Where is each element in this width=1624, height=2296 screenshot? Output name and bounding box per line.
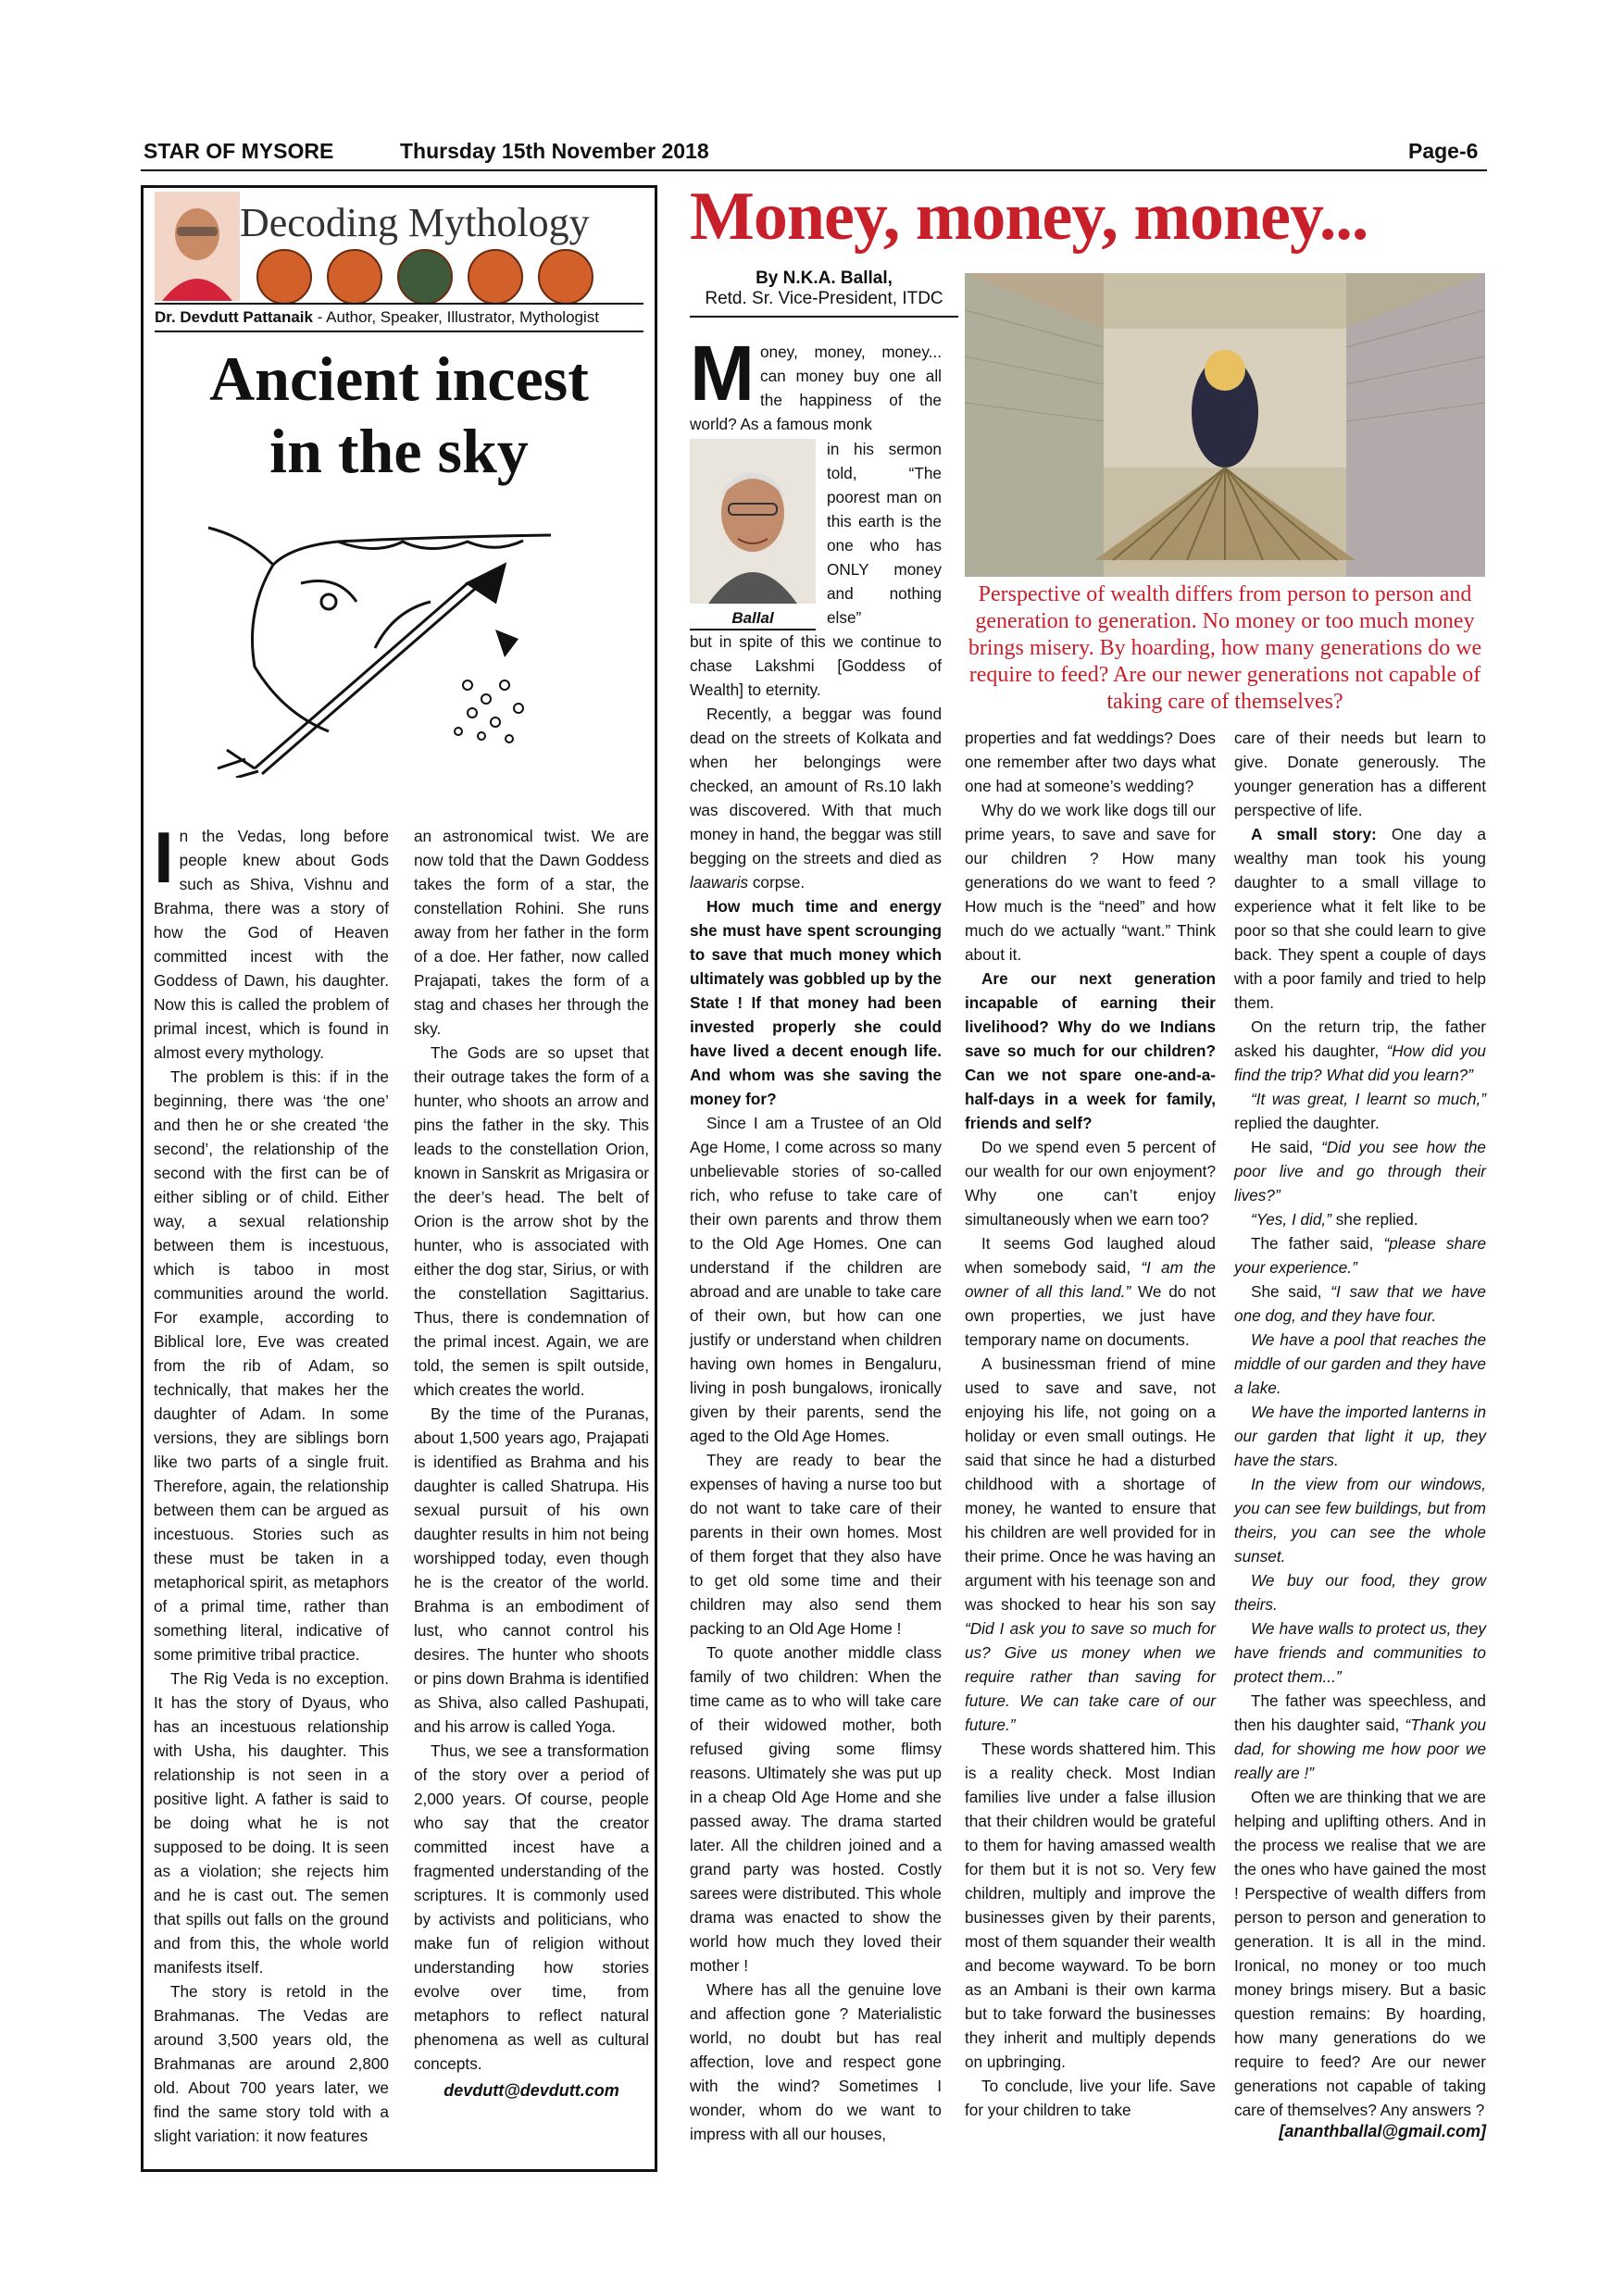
right-article-column-1-body [690, 630, 942, 2146]
writer-role: Retd. Sr. Vice-President, ITDC [705, 289, 943, 308]
left-headline-line: Ancient incest [209, 343, 589, 414]
paragraph: Are our next generation incapable of earning their livelihood? Why do we Indians save so much for our children? Can we not spare one-and-a-half-days in a week for family, friends and self? [965, 969, 1216, 1132]
banner-rule [155, 303, 643, 305]
paragraph: These words shattered him. This is a reality check. Most Indian families live under a false illusion that their children would be grateful to them for having amassed wealth for them but it is not so. Very few children, multiply and improve the businesses given by their parents, most of them squander their wealth and become wayward. To be born as an Ambani is their own karma but to take forward the businesses they inherit and multiply depends on upbringing. [965, 1740, 1216, 2071]
paragraph: We have walls to protect us, they have friends and communities to protect them...” [1234, 1619, 1486, 1686]
paragraph: The father was speechless, and then his daughter said, “Thank you dad, for showing me how poor we really are !” [1234, 1691, 1486, 1782]
paragraph: Do we spend even 5 percent of our wealth for our own enjoyment? Why one can’t enjoy simultaneously when we earn too? [965, 1138, 1216, 1229]
deity-face-icon [468, 249, 523, 305]
right-byline [690, 268, 958, 309]
paragraph: The story is retold in the Brahmanas. The Vedas are around 3,500 years old, the Brahmanas are around 2,800 old. About 700 years later, we find the same story told with a slight variation: it now features [154, 1982, 389, 2145]
left-article-column-2 [414, 824, 649, 2101]
page-number: Page-6 [1408, 139, 1479, 163]
column-banner [155, 192, 643, 303]
right-article-column-3 [1234, 726, 1486, 2141]
pull-quote: Perspective of wealth differs from person to person and generation to generation. No money or too much money brings misery. By hoarding, how many generations do we require to feed? Are our newer generations not capable of taking care of themselves? [968, 582, 1482, 714]
paragraph: In the view from our windows, you can see few buildings, but from theirs, you can see the whole sunset. [1234, 1475, 1486, 1566]
paragraph: properties and fat weddings? Does one remember after two days what one had at someone’s wedding? [965, 729, 1216, 795]
writer-name: By N.K.A. Ballal, [756, 268, 893, 288]
paragraph: A small story: One day a wealthy man took his young daughter to a small village to experience what it felt like to be poor so that she could learn to give back. They spent a couple of days with a poor family and tried to help them. [1234, 825, 1486, 1012]
paragraph: She said, “I saw that we have one dog, and they have four. [1234, 1282, 1486, 1325]
paragraph: Recently, a beggar was found dead on the streets of Kolkata and when her belongings were checked, an amount of Rs.10 lakh was discovered. With that much money in hand, the beggar was still begging on the streets and died as laawaris corpse. [690, 705, 942, 892]
issue-date: Thursday 15th November 2018 [400, 139, 709, 163]
paragraph: By the time of the Puranas, about 1,500 years ago, Prajapati is identified as Brahma and his daughter is called Shatrupa. His sexual pursuit of his own daughter results in him not being worshipped today, even though he is the creator of the world. Brahma is an embodiment of lust, who cannot control his desires. The hunter who shoots or pins down Brahma is identified as Shiva, also called Pashupati, and his arrow is called Yoga. [414, 1404, 649, 1736]
paragraph: Money, money, money... can money buy one all the happiness of the world? As a famous monk [690, 330, 942, 433]
author-photo [155, 192, 240, 301]
deity-face-icon [538, 249, 593, 305]
paragraph: We have a pool that reaches the middle of our garden and they have a lake. [1234, 1330, 1486, 1397]
left-article-column-1 [154, 817, 389, 2148]
paragraph: To conclude, live your life. Save for your children to take [965, 2077, 1216, 2119]
author-name: Dr. Devdutt Pattanaik [155, 308, 313, 326]
left-headline-line: in the sky [269, 416, 529, 486]
drop-cap: M [690, 330, 755, 417]
paragraph: It seems God laughed aloud when somebody said, “I am the owner of all this land.” We do not own properties, we just have temporary name on documents. [965, 1234, 1216, 1349]
paragraph: Where has all the genuine love and affection gone ? Materialistic world, no doubt but has real affection, love and respect gone with the wind? Sometimes I wonder, whom do we want to impress with all our houses, [690, 1980, 942, 2143]
paragraph: Often we are thinking that we are helping and uplifting others. And in the process we realise that we are the ones who have gained the most ! Perspective of wealth differs from person to person and generation to generation. It is all in the mind. Ironical, no money or too much money brings misery. But a basic question remains: By hoarding, how many generations do we require to feed? Are our newer generations not capable of taking care of themselves? Any answers ? [1234, 1788, 1486, 2119]
paragraph: How much time and energy she must have spent scrounging to save that much money which ultimately was gobbled up by the State ! If that money had been invested properly she could have lived a decent enough life. And whom was she saving the money for? [690, 897, 942, 1108]
paragraph: an astronomical twist. We are now told that the Dawn Goddess takes the form of a star, the constellation Rohini. She runs away from her father in the form of a doe. Her father, now called Prajapati, takes the form of a stag and chases her through the sky. [414, 827, 649, 1038]
deity-money-graphic [965, 273, 1485, 577]
paragraph: On the return trip, the father asked his daughter, “How did you find the trip? What did you learn?” [1234, 1017, 1486, 1084]
paragraph: The Rig Veda is no exception. It has the story of Dyaus, who has an incestuous relationship with Usha, his daughter. This relationship is not seen in a positive light. A father is said to be doing what he is not supposed to be doing. It is seen as a violation; she rejects him and he is cast out. The semen that spills out falls on the ground and from this, the whole world manifests itself. [154, 1669, 389, 1977]
paragraph: care of their needs but learn to give. Donate generously. The younger generation has a different perspective of life. [1234, 729, 1486, 819]
paragraph: The father said, “please share your experience.” [1234, 1234, 1487, 1277]
paragraph: He said, “Did you see how the poor live and go through their lives?” [1234, 1138, 1486, 1204]
author-email[interactable]: devdutt@devdutt.com [443, 2081, 619, 2100]
drop-cap: I [154, 817, 174, 898]
deity-face-icon [397, 249, 453, 305]
paragraph: The problem is this: if in the beginning, there was ‘the one’ and then he or she created ‘the second’, the relationship of the second with the first can be of either sibling or of child. Either way, a sexual relationship between them is incestuous, which is taboo in most communities around the world. For example, according to Biblical lore, Eve was created from the rib of Adam, so technically, that makes her the daughter of Adam. In some versions, they are siblings born like two parts of a single fruit. Therefore, again, the relationship between them can be argued as incestuous. Stories such as these must be taken in a metaphorical spirit, as metaphors of a primal time, rather than something literal, indicative of some primitive tribal practice. [154, 1067, 389, 1664]
byline-rule [155, 331, 643, 332]
paragraph: Since I am a Trustee of an Old Age Home, I come across so many unbelievable stories of so-called rich, who refuse to take care of their own parents and throw them to the Old Age Homes. One can understand if the children are abroad and are unable to take care of their own, but how can one justify or understand when children having own homes in Bengaluru, living in posh bungalows, ironically given by their parents, send the aged to the Old Age Homes. [690, 1114, 942, 1445]
paragraph: Why do we work like dogs till our prime years, to save and save for our children ? How many generations do we want to feed ? How much is the “need” and how much do we actually “want.” Think about it. [965, 801, 1216, 964]
paragraph: We have the imported lanterns in our garden that light it up, they have the stars. [1234, 1403, 1486, 1469]
paragraph: “It was great, I learnt so much,” replied the daughter. [1234, 1090, 1486, 1132]
left-headline [148, 343, 650, 487]
right-article-column-1-wrap [827, 437, 942, 630]
paragraph: We buy our food, they grow theirs. [1234, 1571, 1486, 1614]
header-rule [141, 169, 1487, 171]
paragraph: but in spite of this we continue to chase Lakshmi [Goddess of Wealth] to eternity. [690, 632, 942, 699]
right-article-column-1 [690, 330, 942, 436]
paragraph: In the Vedas, long before people knew about Gods such as Shiva, Vishnu and Brahma, there was a story of how the God of Heaven committed incest with the Goddess of Dawn, his daughter. Now this is called the problem of primal incest, which is found in almost every mythology. [154, 817, 389, 1062]
paragraph: The Gods are so upset that their outrage takes the form of a hunter, who shoots an arrow and pins the father in the sky. This leads to the constellation Orion, known in Sanskrit as Mrigasira or the deer’s head. The belt of Orion is the arrow shot by the hunter, who is associated with either the dog star, Sirius, or with the constellation Sagittarius. Thus, there is condemnation of the primal incest. Again, we are told, the semen is spilt outside, which creates the world. [414, 1043, 649, 1399]
writer-photo-caption: Ballal [690, 608, 816, 630]
paragraph: Thus, we see a transformation of the story over a period of 2,000 years. Of course, people who say that the creator committed incest have a fragmented understanding of the scriptures. It is commonly used by activists and politicians, who make fun of religion without understanding how stories evolve over time, from metaphors to reflect natural phenomena as well as cultural concepts. [414, 1741, 649, 2073]
writer-photo [690, 439, 816, 604]
deity-face-icon [256, 249, 312, 305]
byline-rule [690, 316, 958, 318]
right-article-column-2 [965, 726, 1216, 2122]
paragraph: “Yes, I did,” she replied. [1251, 1210, 1418, 1229]
deer-arrow-illustration [190, 500, 634, 778]
masthead-name: STAR OF MYSORE [144, 139, 334, 163]
paragraph: To quote another middle class family of two children: When the time came as to who will take care of their widowed mother, both refused giving some flimsy reasons. Ultimately she was put up in a cheap Old Age Home and she passed away. The drama started later. All the children joined and a grand party was hosted. Costly sarees were distributed. This whole drama was enacted to show the world how much they loved their mother ! [690, 1643, 942, 1975]
author-role: - Author, Speaker, Illustrator, Mythologist [313, 308, 599, 326]
paragraph: They are ready to bear the expenses of having a nurse too but do not want to take care of their parents in their own homes. Most of them forget that they also have to get old some time and their children may also send them packing to an Old Age Home ! [690, 1451, 942, 1638]
right-headline: Money, money, money... [690, 179, 1368, 255]
paragraph: in his sermon told, “The poorest man on this earth is the one who has ONLY money and nothing else” [827, 440, 942, 627]
column-title: Decoding Mythology [240, 200, 590, 245]
author-byline [155, 308, 599, 327]
deity-money-photo [965, 273, 1485, 577]
paragraph: A businessman friend of mine used to save and save, not enjoying his life, not going on a holiday or even small outings. He said that since he had a disturbed childhood with a shortage of money, he wanted to ensure that his children are well provided for in their prime. Once he was having an argument with his teenage son and was shocked to hear his son say “Did I ask you to save so much for us? Give us money when we require rather than saving for future. We can take care of our future.” [965, 1354, 1216, 1734]
deity-face-icon [327, 249, 382, 305]
writer-photo-frame [690, 439, 816, 630]
writer-email[interactable]: [ananthballal@gmail.com] [1279, 2122, 1486, 2140]
